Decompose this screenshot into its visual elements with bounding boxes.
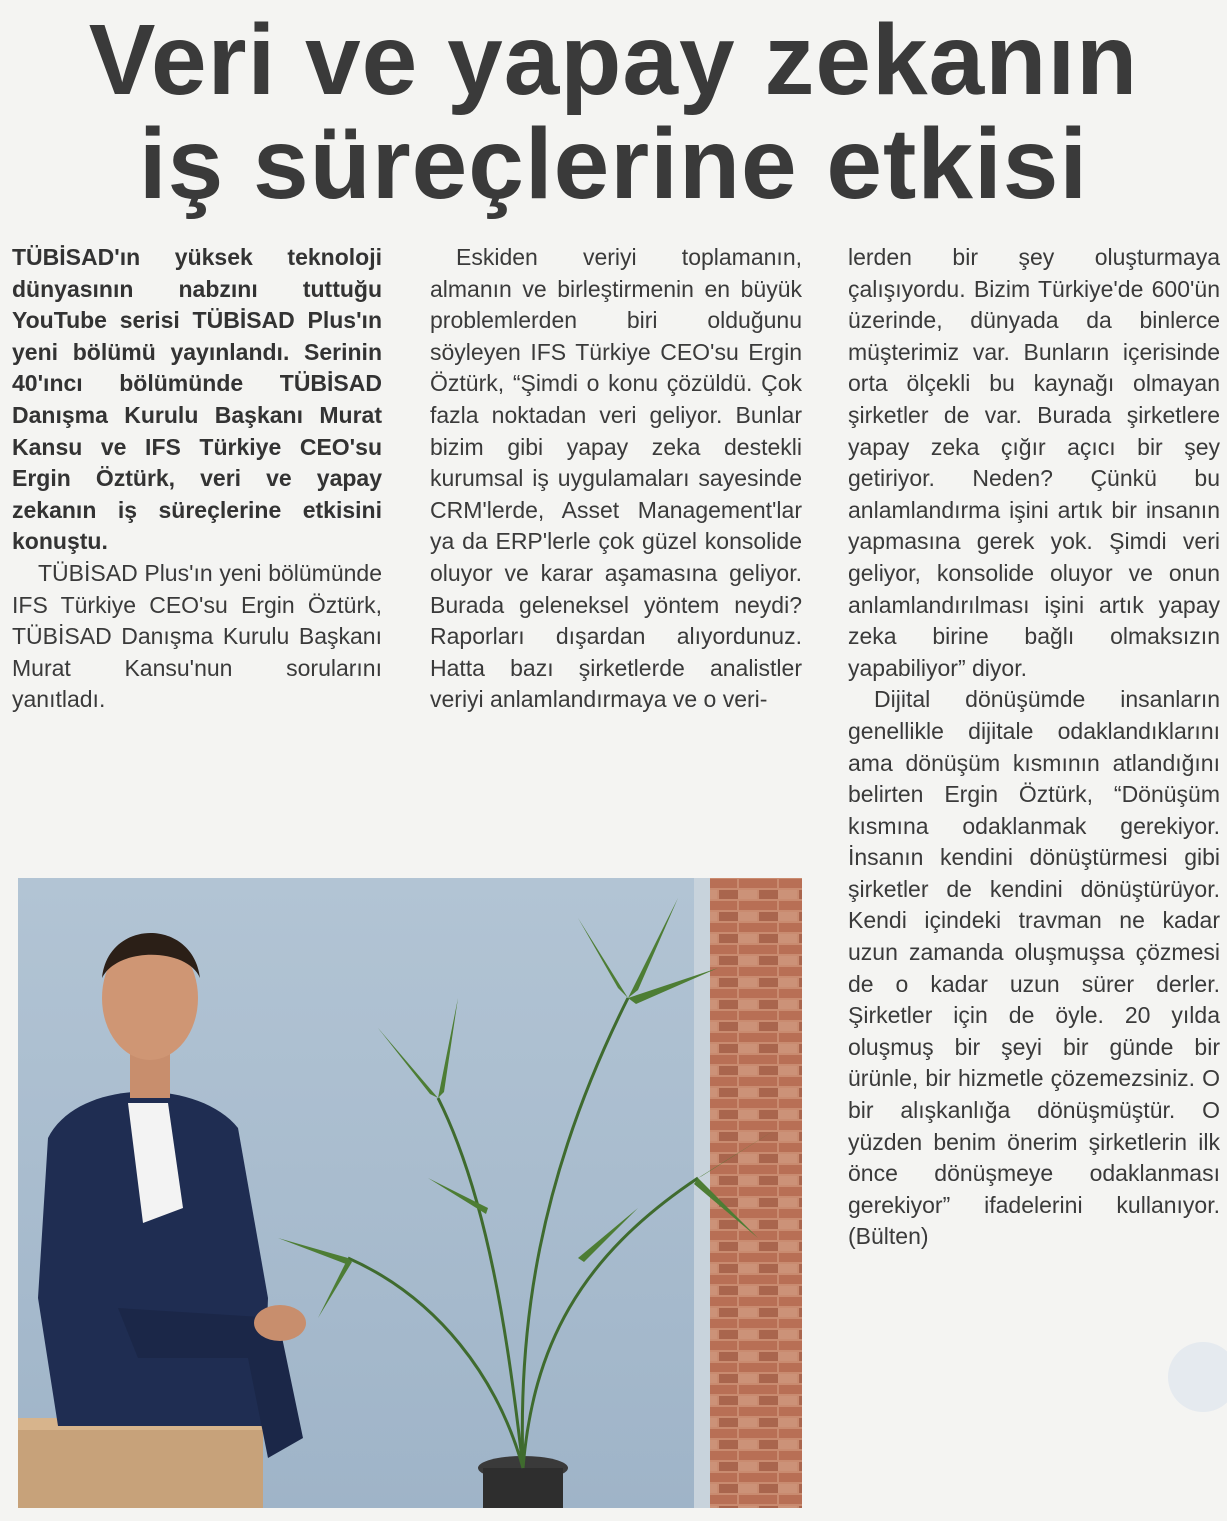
headline-line-1: Veri ve yapay zekanın bbox=[88, 4, 1139, 116]
headline bbox=[0, 4, 1227, 220]
photo-illustration bbox=[18, 878, 802, 1508]
headline-line-2: iş süreçlerine etkisi bbox=[138, 108, 1089, 220]
body-paragraph-3: Dijital dönüşümde insanların genellikle dijitale odaklandıklarını ama dönüşüm kısmının atlandığını belirten Ergin Öztürk, “Dönüşüm kısmına odaklanmak gerekiyor. İnsanın kendini dönüştürmesi gibi şirketler de kendini dönüştürüyor. Kendi içindeki travman ne kadar uzun zamanda oluşmuşsa çözmesi de o kadar uzun sürer derler. Şirketler için de öyle. 20 yılda oluşmuş bir şeyi bir günde bir ürünle, bir hizmetle çözemezsiniz. O bir alışkanlığa dönüşmüştür. O yüzden benim önerim şirketlerin ilk önce dönüşmeye odaklanması gerekiyor” ifadelerini kullanıyor. (Bülten) bbox=[848, 686, 1220, 1250]
lead-paragraph: TÜBİSAD'ın yüksek teknoloji dünyasının nabzını tuttuğu YouTube serisi TÜBİSAD Plus'ın yeni bölümü yayınlandı. Serinin 40'ıncı bölümünde TÜBİSAD Danışma Kurulu Başkanı Murat Kansu ve IFS Türkiye CEO'su Ergin Öztürk, veri ve yapay zekanın iş süreçlerine etkisini konuştu. bbox=[12, 244, 382, 555]
body-paragraph-1: TÜBİSAD Plus'ın yeni bölümünde IFS Türkiye CEO'su Ergin Öztürk, TÜBİSAD Danışma Kurulu Başkanı Murat Kansu'nun sorularını yanıtladı. bbox=[12, 559, 382, 713]
body-paragraph-2: Eskiden veriyi toplamanın, almanın ve birleştirmenin en büyük problemlerden biri olduğunu söyleyen IFS Türkiye CEO'su Ergin Öztürk, “Şimdi o konu çözüldü. Çok fazla noktadan veri geliyor. Bunlar bizim gibi yapay zeka destekli kurumsal iş uygulamaları sayesinde CRM'lerde, Asset Management'lar ya da ERP'lerle çok güzel konsolide oluyor ve karar aşamasına geliyor. Burada geleneksel yöntem neydi? Raporları dışardan alıyordunuz. Hatta bazı şirketlerde analistler veriyi anlamlandırmaya ve o veri- bbox=[430, 244, 802, 713]
article-photo bbox=[18, 878, 802, 1508]
watermark-badge bbox=[1168, 1342, 1227, 1412]
column-2 bbox=[430, 242, 802, 716]
column-3 bbox=[848, 242, 1220, 1253]
body-paragraph-2-continued: lerden bir şey oluşturmaya çalışıyordu. Bizim Türkiye'de 600'ün üzerinde, dünyada da binlerce müşterimiz var. Bunların içerisinde orta ölçekli bu kaynağı olmayan şirketler de var. Burada şirketlere yapay zeka çığır açıcı bir şey getiriyor. Neden? Çünkü bu anlamlandırma işini artık bir insanın yapmasına gerek yok. Şimdi veri geliyor, konsolide oluyor ve onun anlamlandırılması işini artık yapay zeka birine bağlı olmaksızın yapabiliyor” diyor. bbox=[848, 244, 1220, 681]
column-1 bbox=[12, 242, 382, 716]
